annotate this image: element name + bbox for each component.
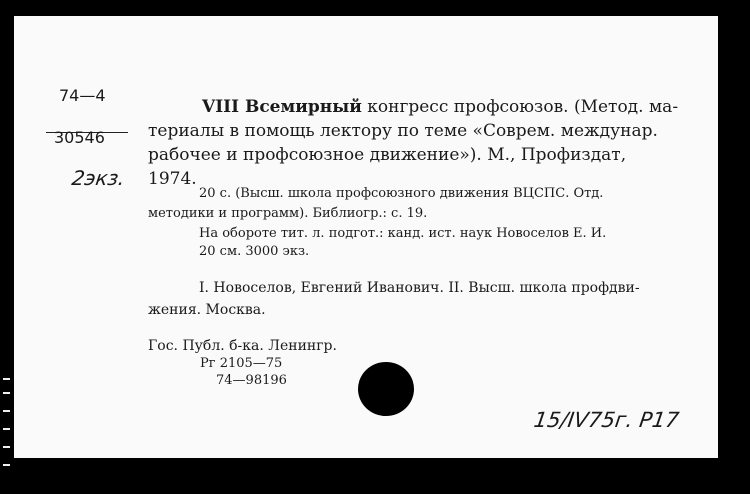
title-line-1-rest: конгресс профсоюзов. (Метод. ма- <box>361 97 679 117</box>
punch-hole <box>358 362 414 416</box>
note-line-1: На обороте тит. л. подгот.: канд. ист. наук Новоселов Е. И. <box>199 226 607 241</box>
title-line-1 <box>202 96 678 119</box>
holder-line-3: 74—98196 <box>216 373 287 388</box>
title-bold: VIII Всемирный <box>202 97 362 117</box>
collation-line-1: 20 с. (Высш. школа профсоюзного движения ВЦСПС. Отд. <box>199 186 604 201</box>
handwritten-bottom: 15/IV75г. Р17 <box>532 408 681 432</box>
call-number-top: 74—4 <box>59 86 106 105</box>
title-line-3: рабочее и профсоюзное движение»). М., Профиздат, <box>148 145 627 165</box>
scan-margin-marks <box>0 370 14 494</box>
holder-line-1: Гос. Публ. б-ка. Ленингр. <box>148 338 337 354</box>
holder-line-2: Рг 2105—75 <box>200 356 283 371</box>
copies-handwritten: 2экз. <box>70 166 127 190</box>
title-line-2: териалы в помощь лектору по теме «Соврем. междунар. <box>148 121 658 141</box>
tracings-line-1: I. Новоселов, Евгений Иванович. II. Высш. школа профдви- <box>199 280 640 296</box>
tracings-line-2: жения. Москва. <box>148 302 266 318</box>
collation-line-2: методики и программ). Библиогр.: с. 19. <box>148 206 428 221</box>
title-line-4: 1974. <box>148 169 197 189</box>
call-number-bottom: 30546 <box>54 128 105 147</box>
note-line-2: 20 см. 3000 экз. <box>199 244 310 259</box>
